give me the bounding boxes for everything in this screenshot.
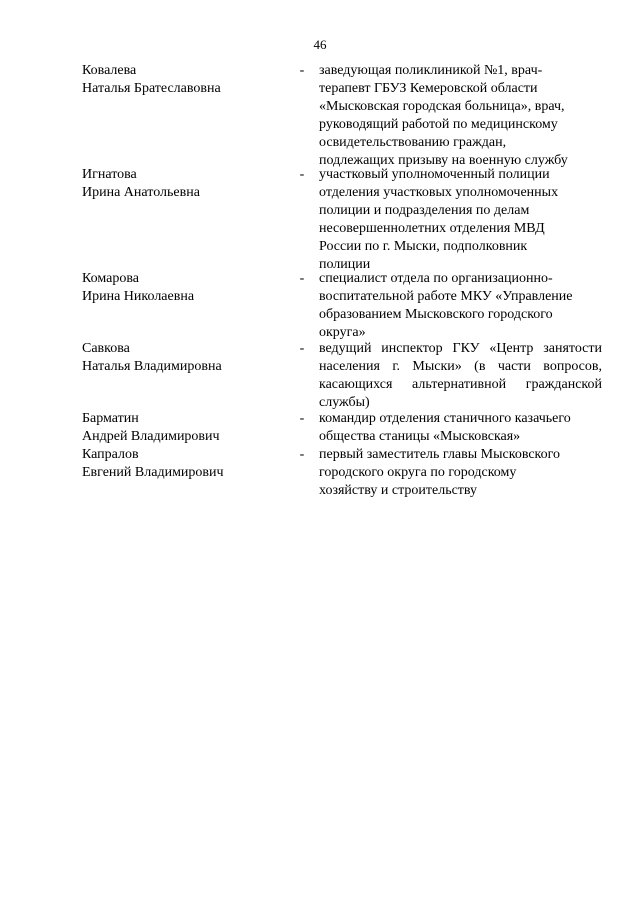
member-given-names: Ирина Николаевна: [82, 289, 195, 304]
member-surname: Ковалева: [82, 63, 137, 78]
member-row: [82, 446, 602, 500]
member-name: [82, 62, 285, 166]
member-name: [82, 340, 285, 410]
role-line: заведующая поликлиникой №1, врач-: [319, 63, 543, 78]
role-line: хозяйству и строительству: [319, 483, 478, 498]
member-row: [82, 340, 602, 410]
member-name: [82, 446, 285, 500]
member-given-names: Наталья Владимировна: [82, 359, 222, 374]
dash-separator: -: [299, 411, 305, 426]
role-line: городского округа по городскому: [319, 465, 517, 480]
member-row: [82, 166, 602, 270]
member-given-names: Ирина Анатольевна: [82, 185, 200, 200]
dash-separator: -: [299, 167, 305, 182]
members-list: [82, 62, 602, 500]
member-given-names: Андрей Владимирович: [82, 429, 220, 444]
role-line: «Мысковская городская больница», врач,: [319, 99, 565, 114]
role-line: общества станицы «Мысковская»: [319, 429, 521, 444]
role-line: ведущий инспектор ГКУ «Центр занятости: [319, 341, 602, 356]
role-line: касающихся альтернативной гражданской: [319, 377, 602, 392]
member-row: [82, 62, 602, 166]
role-line: терапевт ГБУЗ Кемеровской области: [319, 81, 538, 96]
member-surname: Савкова: [82, 341, 130, 356]
role-line: специалист отдела по организационно-: [319, 271, 553, 286]
member-given-names: Наталья Братеславовна: [82, 81, 221, 96]
role-line: руководящий работой по медицинскому: [319, 117, 558, 132]
role-line: подлежащих призыву на военную службу: [319, 153, 568, 168]
member-surname: Комарова: [82, 271, 139, 286]
member-surname: Барматин: [82, 411, 139, 426]
member-surname: Капралов: [82, 447, 139, 462]
role-line: полиции и подразделения по делам: [319, 203, 530, 218]
role-line: участковый уполномоченный полиции: [319, 167, 550, 182]
role-line: воспитательной работе МКУ «Управление: [319, 289, 573, 304]
member-row: [82, 270, 602, 340]
role-line: командир отделения станичного казачьего: [319, 411, 571, 426]
member-role: [319, 270, 602, 340]
role-line: освидетельствованию граждан,: [319, 135, 507, 150]
role-line: России по г. Мыски, подполковник: [319, 239, 528, 254]
member-role: [319, 410, 602, 446]
member-role: [319, 166, 602, 270]
role-line: образованием Мысковского городского: [319, 307, 553, 322]
member-row: [82, 410, 602, 446]
dash-separator: -: [299, 271, 305, 286]
role-line: первый заместитель главы Мысковского: [319, 447, 561, 462]
member-given-names: Евгений Владимирович: [82, 465, 224, 480]
member-name: [82, 410, 285, 446]
dash-separator: -: [299, 341, 305, 356]
dash-separator: -: [299, 63, 305, 78]
member-name: [82, 270, 285, 340]
dash-separator: -: [299, 447, 305, 462]
role-line: населения г. Мыски» (в части вопросов,: [319, 359, 602, 374]
member-role: [319, 446, 602, 500]
member-role: [319, 62, 602, 166]
member-role: [319, 340, 602, 410]
member-surname: Игнатова: [82, 167, 137, 182]
role-line: полиции: [319, 257, 371, 272]
page-number: 46: [313, 37, 327, 52]
member-name: [82, 166, 285, 270]
role-line: несовершеннолетних отделения МВД: [319, 221, 545, 236]
role-line: отделения участковых уполномоченных: [319, 185, 559, 200]
role-line: округа»: [319, 325, 366, 340]
role-line: службы): [319, 395, 370, 410]
